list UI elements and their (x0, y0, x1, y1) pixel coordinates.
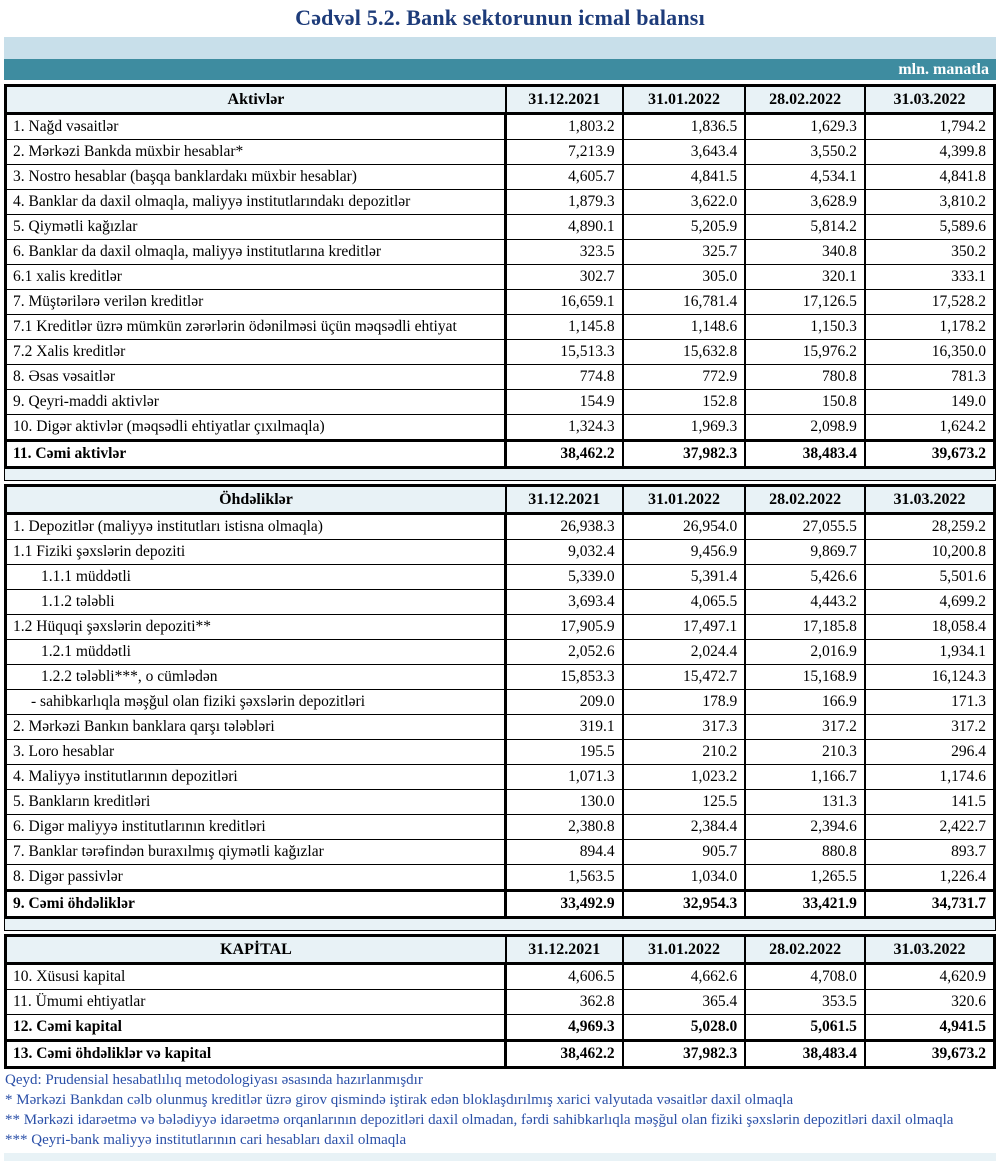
row-label: 7.2 Xalis kreditlər (6, 340, 506, 365)
cell-value: 178.9 (623, 690, 746, 715)
cell-value: 3,550.2 (745, 140, 865, 165)
row-label: 2. Mərkəzi Bankda müxbir hesablar* (6, 140, 506, 165)
table-row (6, 315, 995, 340)
column-header-date: 28.02.2022 (745, 486, 865, 514)
balance-table-ohdelikler (4, 484, 996, 919)
cell-value: 340.8 (745, 240, 865, 265)
row-label: 7. Banklar tərəfindən buraxılmış qiymətli kağızlar (6, 840, 506, 865)
table-row (6, 540, 995, 565)
document-page (0, 5, 1000, 1161)
row-label: 6. Banklar da daxil olmaqla, maliyyə institutlarına kreditlər (6, 240, 506, 265)
cell-value: 3,810.2 (865, 190, 995, 215)
table-row (6, 1015, 995, 1041)
cell-value: 4,969.3 (506, 1015, 623, 1041)
row-label: 6. Digər maliyyə institutlarının kreditləri (6, 815, 506, 840)
cell-value: 16,781.4 (623, 290, 746, 315)
row-label: 11. Cəmi aktivlər (6, 441, 506, 468)
row-label: 11. Ümumi ehtiyatlar (6, 990, 506, 1015)
cell-value: 38,483.4 (745, 1041, 865, 1068)
cell-value: 1,148.6 (623, 315, 746, 340)
cell-value: 3,693.4 (506, 590, 623, 615)
row-label: 8. Digər passivlər (6, 865, 506, 891)
cell-value: 5,391.4 (623, 565, 746, 590)
table-row (6, 165, 995, 190)
table-row (6, 365, 995, 390)
column-header-date: 31.12.2021 (506, 86, 623, 114)
table-row (6, 265, 995, 290)
column-header-date: 31.01.2022 (623, 486, 746, 514)
table-row (6, 690, 995, 715)
table-row (6, 441, 995, 468)
cell-value: 17,905.9 (506, 615, 623, 640)
footnote-star1: * Mərkəzi Bankdan cəlb olunmuş kreditlər üzrə girov qismində iştirak edən bloklaşdırılmış xarici valyutada vəsaitlər daxil olmaqla (5, 1092, 794, 1108)
table-row (6, 865, 995, 891)
column-header-date: 28.02.2022 (745, 86, 865, 114)
cell-value: 210.3 (745, 740, 865, 765)
cell-value: 905.7 (623, 840, 746, 865)
table-row (6, 514, 995, 540)
row-label: 4. Maliyyə institutlarının depozitləri (6, 765, 506, 790)
cell-value: 3,628.9 (745, 190, 865, 215)
table-row (6, 340, 995, 365)
cell-value: 38,483.4 (745, 441, 865, 468)
row-label: 3. Nostro hesablar (başqa banklardakı müxbir hesablar) (6, 165, 506, 190)
row-label: 1.1 Fiziki şəxslərin depoziti (6, 540, 506, 565)
table-row (6, 190, 995, 215)
cell-value: 4,841.5 (623, 165, 746, 190)
cell-value: 296.4 (865, 740, 995, 765)
footnote-star2: ** Mərkəzi idarəetmə və bələdiyyə idarəetmə orqanlarının depozitləri daxil olmadan, fərdi sahibkarlıqla məşğul olan fiziki şəxslərin depozitləri daxil olmaqla (5, 1112, 954, 1128)
column-header-date: 31.03.2022 (865, 486, 995, 514)
cell-value: 1,836.5 (623, 114, 746, 140)
section-title-aktivler: Aktivlər (6, 86, 506, 114)
row-label: 9. Qeyri-maddi aktivlər (6, 390, 506, 415)
cell-value: 781.3 (865, 365, 995, 390)
footnotes-block (5, 1073, 996, 1148)
cell-value: 4,699.2 (865, 590, 995, 615)
cell-value: 1,794.2 (865, 114, 995, 140)
table-row (6, 765, 995, 790)
cell-value: 5,426.6 (745, 565, 865, 590)
row-label: 1.1.2 tələbli (6, 590, 506, 615)
table-row (6, 964, 995, 990)
row-label: 1.1.1 müddətli (6, 565, 506, 590)
unit-band (4, 59, 996, 80)
cell-value: 5,339.0 (506, 565, 623, 590)
cell-value: 2,380.8 (506, 815, 623, 840)
section-header-row (6, 936, 995, 964)
row-label: 2. Mərkəzi Bankın banklara qarşı tələbləri (6, 715, 506, 740)
table-row (6, 565, 995, 590)
cell-value: 210.2 (623, 740, 746, 765)
cell-value: 1,879.3 (506, 190, 623, 215)
row-label: 10. Digər aktivlər (məqsədli ehtiyatlar çıxılmaqla) (6, 415, 506, 441)
cell-value: 16,659.1 (506, 290, 623, 315)
column-header-date: 31.12.2021 (506, 936, 623, 964)
cell-value: 15,472.7 (623, 665, 746, 690)
row-label: 1.2 Hüquqi şəxslərin depoziti** (6, 615, 506, 640)
cell-value: 9,869.7 (745, 540, 865, 565)
table-row (6, 415, 995, 441)
table-row (6, 390, 995, 415)
cell-value: 880.8 (745, 840, 865, 865)
balance-table-kapital (4, 934, 996, 1069)
cell-value: 39,673.2 (865, 1041, 995, 1068)
cell-value: 317.3 (623, 715, 746, 740)
cell-value: 195.5 (506, 740, 623, 765)
cell-value: 32,954.3 (623, 891, 746, 918)
cell-value: 319.1 (506, 715, 623, 740)
cell-value: 130.0 (506, 790, 623, 815)
row-label: 7.1 Kreditlər üzrə mümkün zərərlərin ödənilməsi üçün məqsədli ehtiyat (6, 315, 506, 340)
cell-value: 4,399.8 (865, 140, 995, 165)
cell-value: 1,034.0 (623, 865, 746, 891)
cell-value: 16,350.0 (865, 340, 995, 365)
cell-value: 4,708.0 (745, 964, 865, 990)
cell-value: 2,422.7 (865, 815, 995, 840)
cell-value: 5,814.2 (745, 215, 865, 240)
column-header-date: 31.12.2021 (506, 486, 623, 514)
row-label: 1. Nağd vəsaitlər (6, 114, 506, 140)
cell-value: 5,589.6 (865, 215, 995, 240)
column-header-date: 31.03.2022 (865, 936, 995, 964)
table-row (6, 640, 995, 665)
cell-value: 171.3 (865, 690, 995, 715)
table-row (6, 1041, 995, 1068)
table-row (6, 740, 995, 765)
cell-value: 4,890.1 (506, 215, 623, 240)
cell-value: 333.1 (865, 265, 995, 290)
table-row (6, 665, 995, 690)
cell-value: 323.5 (506, 240, 623, 265)
cell-value: 38,462.2 (506, 1041, 623, 1068)
section-title-ohdelikler: Öhdəliklər (6, 486, 506, 514)
cell-value: 1,145.8 (506, 315, 623, 340)
cell-value: 3,622.0 (623, 190, 746, 215)
row-label: 1.2.1 müddətli (6, 640, 506, 665)
cell-value: 317.2 (865, 715, 995, 740)
section-title-kapital: KAPİTAL (6, 936, 506, 964)
row-label: 7. Müştərilərə verilən kreditlər (6, 290, 506, 315)
cell-value: 320.6 (865, 990, 995, 1015)
cell-value: 131.3 (745, 790, 865, 815)
balance-sections (4, 84, 996, 1069)
cell-value: 5,028.0 (623, 1015, 746, 1041)
cell-value: 1,265.5 (745, 865, 865, 891)
cell-value: 894.4 (506, 840, 623, 865)
cell-value: 2,052.6 (506, 640, 623, 665)
cell-value: 365.4 (623, 990, 746, 1015)
row-label: 9. Cəmi öhdəliklər (6, 891, 506, 918)
section-header-row (6, 486, 995, 514)
cell-value: 9,456.9 (623, 540, 746, 565)
row-label: 1.2.2 tələbli***, o cümlədən (6, 665, 506, 690)
cell-value: 1,624.2 (865, 415, 995, 441)
cell-value: 350.2 (865, 240, 995, 265)
row-label: 13. Cəmi öhdəliklər və kapital (6, 1041, 506, 1068)
table-row (6, 990, 995, 1015)
cell-value: 2,016.9 (745, 640, 865, 665)
cell-value: 16,124.3 (865, 665, 995, 690)
row-label: 6.1 xalis kreditlər (6, 265, 506, 290)
table-row (6, 590, 995, 615)
unit-label: mln. manatla (898, 61, 989, 78)
cell-value: 2,384.4 (623, 815, 746, 840)
cell-value: 2,024.4 (623, 640, 746, 665)
cell-value: 33,421.9 (745, 891, 865, 918)
cell-value: 154.9 (506, 390, 623, 415)
cell-value: 4,620.9 (865, 964, 995, 990)
cell-value: 1,166.7 (745, 765, 865, 790)
row-label: 5. Qiymətli kağızlar (6, 215, 506, 240)
table-row (6, 215, 995, 240)
row-label: 12. Cəmi kapital (6, 1015, 506, 1041)
cell-value: 2,394.6 (745, 815, 865, 840)
balance-table-aktivler (4, 84, 996, 469)
row-label: 10. Xüsusi kapital (6, 964, 506, 990)
cell-value: 15,513.3 (506, 340, 623, 365)
cell-value: 1,226.4 (865, 865, 995, 891)
cell-value: 4,662.6 (623, 964, 746, 990)
cell-value: 7,213.9 (506, 140, 623, 165)
table-row (6, 891, 995, 918)
cell-value: 1,803.2 (506, 114, 623, 140)
cell-value: 125.5 (623, 790, 746, 815)
footnote-star3: *** Qeyri-bank maliyyə institutlarının cari hesabları daxil olmaqla (5, 1132, 407, 1148)
cell-value: 1,150.3 (745, 315, 865, 340)
table-row (6, 114, 995, 140)
column-header-date: 31.01.2022 (623, 936, 746, 964)
cell-value: 4,941.5 (865, 1015, 995, 1041)
table-row (6, 240, 995, 265)
cell-value: 320.1 (745, 265, 865, 290)
cell-value: 5,501.6 (865, 565, 995, 590)
column-header-date: 31.03.2022 (865, 86, 995, 114)
cell-value: 38,462.2 (506, 441, 623, 468)
page-title: Cədvəl 5.2. Bank sektorunun icmal balansı (295, 5, 705, 30)
cell-value: 4,606.5 (506, 964, 623, 990)
cell-value: 1,934.1 (865, 640, 995, 665)
cell-value: 1,629.3 (745, 114, 865, 140)
section-separator-band (4, 919, 996, 931)
cell-value: 325.7 (623, 240, 746, 265)
cell-value: 209.0 (506, 690, 623, 715)
cell-value: 150.8 (745, 390, 865, 415)
cell-value: 4,443.2 (745, 590, 865, 615)
cell-value: 2,098.9 (745, 415, 865, 441)
cell-value: 18,058.4 (865, 615, 995, 640)
table-row (6, 140, 995, 165)
cell-value: 4,841.8 (865, 165, 995, 190)
cell-value: 149.0 (865, 390, 995, 415)
cell-value: 166.9 (745, 690, 865, 715)
cell-value: 17,528.2 (865, 290, 995, 315)
cell-value: 27,055.5 (745, 514, 865, 540)
footnote-note: Qeyd: Prudensial hesabatlılıq metodologiyası əsasında hazırlanmışdır (5, 1072, 423, 1088)
cell-value: 15,168.9 (745, 665, 865, 690)
cell-value: 15,853.3 (506, 665, 623, 690)
table-row (6, 715, 995, 740)
cell-value: 3,643.4 (623, 140, 746, 165)
table-row (6, 615, 995, 640)
cell-value: 1,023.2 (623, 765, 746, 790)
cell-value: 362.8 (506, 990, 623, 1015)
bottom-accent-band (4, 1153, 996, 1161)
cell-value: 39,673.2 (865, 441, 995, 468)
cell-value: 1,563.5 (506, 865, 623, 891)
column-header-date: 28.02.2022 (745, 936, 865, 964)
cell-value: 28,259.2 (865, 514, 995, 540)
row-label: 5. Bankların kreditləri (6, 790, 506, 815)
row-label: 8. Əsas vəsaitlər (6, 365, 506, 390)
cell-value: 17,126.5 (745, 290, 865, 315)
cell-value: 26,938.3 (506, 514, 623, 540)
cell-value: 780.8 (745, 365, 865, 390)
cell-value: 17,497.1 (623, 615, 746, 640)
cell-value: 9,032.4 (506, 540, 623, 565)
cell-value: 893.7 (865, 840, 995, 865)
cell-value: 772.9 (623, 365, 746, 390)
row-label: - sahibkarlıqla məşğul olan fiziki şəxslərin depozitləri (6, 690, 506, 715)
cell-value: 5,061.5 (745, 1015, 865, 1041)
cell-value: 4,065.5 (623, 590, 746, 615)
cell-value: 774.8 (506, 365, 623, 390)
table-row (6, 790, 995, 815)
cell-value: 5,205.9 (623, 215, 746, 240)
cell-value: 1,324.3 (506, 415, 623, 441)
cell-value: 37,982.3 (623, 1041, 746, 1068)
section-header-row (6, 86, 995, 114)
row-label: 3. Loro hesablar (6, 740, 506, 765)
cell-value: 10,200.8 (865, 540, 995, 565)
cell-value: 152.8 (623, 390, 746, 415)
top-accent-band (4, 37, 996, 59)
table-row (6, 815, 995, 840)
cell-value: 317.2 (745, 715, 865, 740)
column-header-date: 31.01.2022 (623, 86, 746, 114)
row-label: 4. Banklar da daxil olmaqla, maliyyə institutlarındakı depozitlər (6, 190, 506, 215)
section-separator-band (4, 469, 996, 481)
cell-value: 17,185.8 (745, 615, 865, 640)
cell-value: 141.5 (865, 790, 995, 815)
cell-value: 1,178.2 (865, 315, 995, 340)
cell-value: 302.7 (506, 265, 623, 290)
cell-value: 33,492.9 (506, 891, 623, 918)
cell-value: 4,605.7 (506, 165, 623, 190)
cell-value: 37,982.3 (623, 441, 746, 468)
cell-value: 1,071.3 (506, 765, 623, 790)
cell-value: 26,954.0 (623, 514, 746, 540)
cell-value: 15,976.2 (745, 340, 865, 365)
cell-value: 34,731.7 (865, 891, 995, 918)
cell-value: 15,632.8 (623, 340, 746, 365)
cell-value: 4,534.1 (745, 165, 865, 190)
cell-value: 353.5 (745, 990, 865, 1015)
row-label: 1. Depozitlər (maliyyə institutları istisna olmaqla) (6, 514, 506, 540)
cell-value: 1,174.6 (865, 765, 995, 790)
cell-value: 305.0 (623, 265, 746, 290)
cell-value: 1,969.3 (623, 415, 746, 441)
table-row (6, 840, 995, 865)
table-row (6, 290, 995, 315)
